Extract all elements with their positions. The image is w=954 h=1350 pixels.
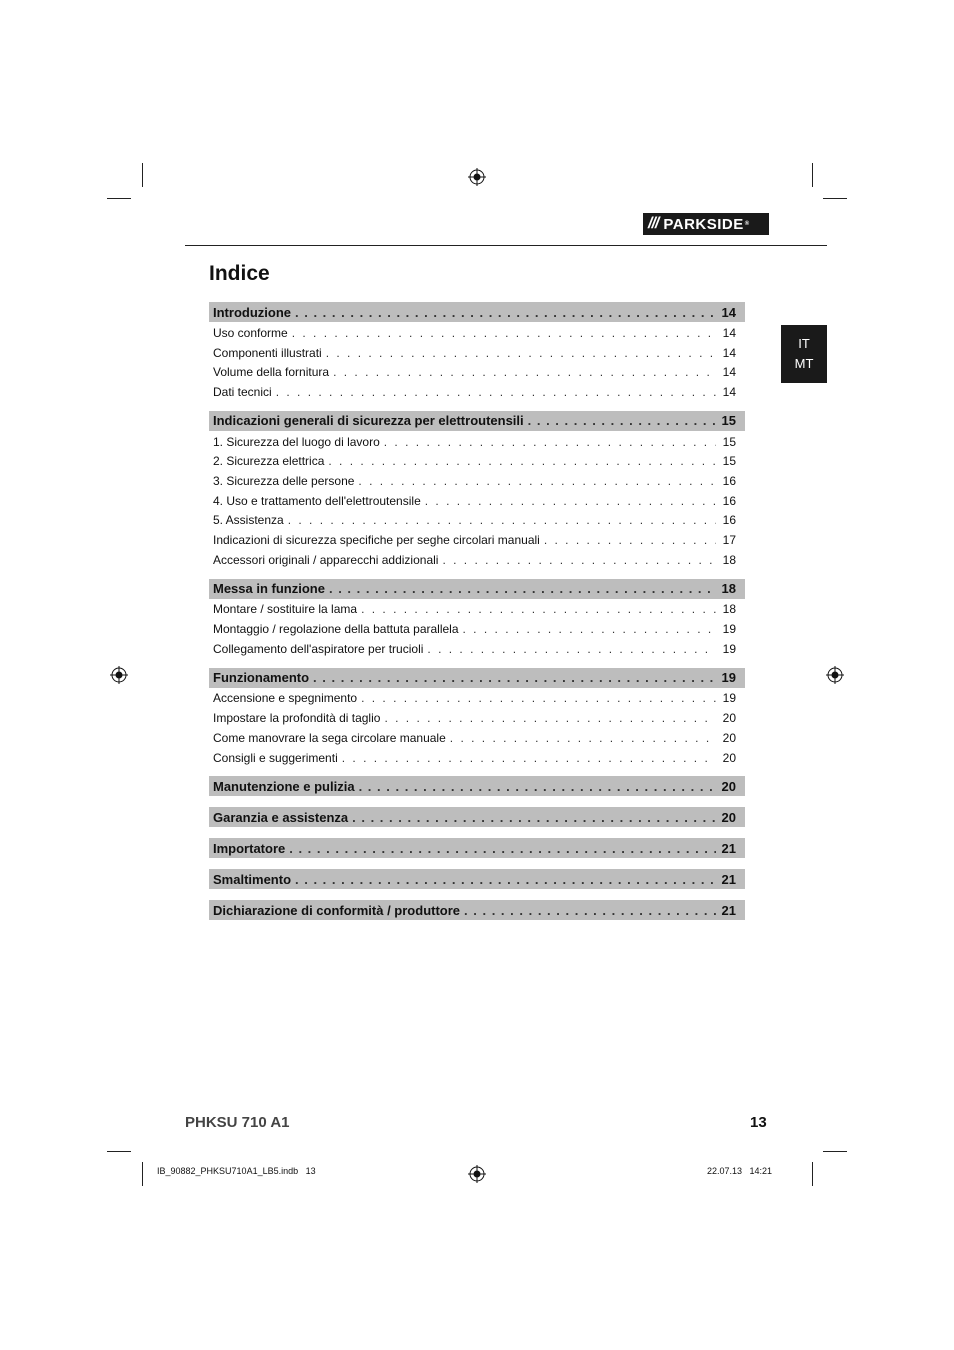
toc-leader-dots xyxy=(528,413,716,428)
toc-entry[interactable] xyxy=(209,550,745,570)
toc-heading-page: 19 xyxy=(721,670,736,686)
toc-entry-label: Componenti illustrati xyxy=(213,345,322,360)
toc-entry-page: 14 xyxy=(722,384,736,399)
toc-heading-page: 20 xyxy=(721,809,736,825)
toc-entry-list xyxy=(209,323,745,402)
toc-section xyxy=(209,411,745,570)
toc-section xyxy=(209,668,745,768)
registration-mark-icon xyxy=(468,1165,486,1183)
toc-entry[interactable] xyxy=(209,451,745,471)
toc-entry[interactable] xyxy=(209,530,745,550)
toc-entry[interactable] xyxy=(209,639,745,659)
toc-entry[interactable] xyxy=(209,323,745,343)
toc-section-heading[interactable] xyxy=(209,579,745,599)
toc-entry-label: 1. Sicurezza del luogo di lavoro xyxy=(213,434,380,449)
language-tab xyxy=(781,325,827,383)
registration-mark-icon xyxy=(468,168,486,186)
toc-section xyxy=(209,302,745,402)
toc-heading-page: 14 xyxy=(721,304,736,320)
toc-leader-dots xyxy=(342,751,716,765)
crop-mark xyxy=(823,198,847,199)
toc-entry-page: 19 xyxy=(722,691,736,706)
toc-section-heading[interactable] xyxy=(209,838,745,858)
toc-entry-page: 18 xyxy=(722,552,736,567)
toc-leader-dots xyxy=(425,494,716,508)
toc-leader-dots xyxy=(359,779,716,794)
toc-leader-dots xyxy=(329,581,716,596)
toc-entry-page: 15 xyxy=(722,434,736,449)
toc-heading-label: Introduzione xyxy=(213,304,291,320)
toc-leader-dots xyxy=(289,841,716,856)
toc-entry-label: Indicazioni di sicurezza specifiche per seghe circolari manuali xyxy=(213,533,540,548)
toc-leader-dots xyxy=(427,642,716,656)
toc-heading-label: Dichiarazione di conformità / produttore xyxy=(213,902,461,918)
toc-entry-label: Come manovrare la sega circolare manuale xyxy=(213,730,446,745)
toc-entry-label: Uso conforme xyxy=(213,325,288,340)
toc-entry-label: 4. Uso e trattamento dell'elettroutensile xyxy=(213,493,421,508)
toc-section xyxy=(209,807,745,827)
language-code-mt: MT xyxy=(794,356,814,371)
toc-section-heading[interactable] xyxy=(209,411,745,431)
toc-entry[interactable] xyxy=(209,471,745,491)
toc-entry-page: 19 xyxy=(722,641,736,656)
toc-section xyxy=(209,869,745,889)
toc-section-heading[interactable] xyxy=(209,900,745,920)
toc-leader-dots xyxy=(333,365,716,379)
registration-mark-icon xyxy=(110,666,128,684)
toc-heading-label: Importatore xyxy=(213,840,286,856)
toc-heading-page: 21 xyxy=(721,902,736,918)
toc-entry[interactable] xyxy=(209,748,745,768)
toc-entry[interactable] xyxy=(209,728,745,748)
toc-entry-label: Montaggio / regolazione della battuta parallela xyxy=(213,622,459,637)
toc-section xyxy=(209,579,745,659)
toc-entry-list xyxy=(209,432,745,570)
toc-entry[interactable] xyxy=(209,689,745,709)
toc-leader-dots xyxy=(328,454,716,468)
toc-section-heading[interactable] xyxy=(209,668,745,688)
toc-entry-page: 16 xyxy=(722,513,736,528)
header-rule xyxy=(185,245,827,246)
toc-section xyxy=(209,900,745,920)
toc-entry-label: Montare / sostituire la lama xyxy=(213,602,358,617)
toc-entry-label: Impostare la profondità di taglio xyxy=(213,711,381,726)
toc-leader-dots xyxy=(464,903,716,918)
print-slug-file: IB_90882_PHKSU710A1_LB5.indb 13 xyxy=(157,1166,316,1176)
toc-entry-label: 2. Sicurezza elettrica xyxy=(213,454,325,469)
toc-entry-page: 16 xyxy=(722,493,736,508)
toc-entry-page: 17 xyxy=(722,533,736,548)
toc-leader-dots xyxy=(292,326,716,340)
toc-entry[interactable] xyxy=(209,362,745,382)
toc-leader-dots xyxy=(288,513,716,527)
toc-section-heading[interactable] xyxy=(209,869,745,889)
toc-leader-dots xyxy=(352,810,716,825)
logo-text: PARKSIDE xyxy=(663,215,744,233)
toc-entry-page: 20 xyxy=(722,730,736,745)
toc-entry-list xyxy=(209,689,745,768)
page-title: Indice xyxy=(209,262,270,285)
crop-mark xyxy=(107,1151,131,1152)
toc-entry[interactable] xyxy=(209,511,745,531)
toc-leader-dots xyxy=(361,691,716,705)
crop-mark xyxy=(107,198,131,199)
toc-section xyxy=(209,776,745,796)
toc-entry-label: Accensione e spegnimento xyxy=(213,691,358,706)
toc-heading-page: 21 xyxy=(721,840,736,856)
footer-model-name: PHKSU 710 A1 xyxy=(185,1114,290,1131)
toc-section-heading[interactable] xyxy=(209,302,745,322)
toc-heading-label: Messa in funzione xyxy=(213,581,325,597)
footer-page-number: 13 xyxy=(750,1114,767,1131)
toc-leader-dots xyxy=(450,731,716,745)
toc-entry[interactable] xyxy=(209,708,745,728)
toc-entry[interactable] xyxy=(209,343,745,363)
crop-mark xyxy=(142,1162,143,1186)
toc-heading-page: 15 xyxy=(721,413,736,429)
toc-heading-page: 20 xyxy=(721,778,736,794)
logo-slashes: /// xyxy=(648,215,659,232)
toc-entry-label: 3. Sicurezza delle persone xyxy=(213,473,355,488)
toc-heading-label: Indicazioni generali di sicurezza per elettroutensili xyxy=(213,413,524,429)
toc-leader-dots xyxy=(384,711,716,725)
toc-entry[interactable] xyxy=(209,382,745,402)
toc-entry-page: 18 xyxy=(722,602,736,617)
toc-entry-label: Volume della fornitura xyxy=(213,365,330,380)
toc-section-heading[interactable] xyxy=(209,776,745,796)
toc-entry-list xyxy=(209,600,745,659)
table-of-contents xyxy=(209,302,745,931)
toc-entry-label: 5. Assistenza xyxy=(213,513,284,528)
crop-mark xyxy=(823,1151,847,1152)
toc-entry[interactable] xyxy=(209,619,745,639)
crop-mark xyxy=(812,1162,813,1186)
toc-leader-dots xyxy=(276,385,716,399)
toc-entry[interactable] xyxy=(209,600,745,620)
toc-leader-dots xyxy=(358,474,716,488)
toc-entry[interactable] xyxy=(209,491,745,511)
toc-entry-page: 14 xyxy=(722,345,736,360)
toc-entry-page: 15 xyxy=(722,454,736,469)
toc-leader-dots xyxy=(313,670,716,685)
toc-leader-dots xyxy=(361,602,716,616)
toc-entry[interactable] xyxy=(209,432,745,452)
toc-entry-page: 14 xyxy=(722,325,736,340)
toc-leader-dots xyxy=(463,622,716,636)
toc-entry-label: Collegamento dell'aspiratore per trucioli xyxy=(213,641,424,656)
toc-heading-label: Garanzia e assistenza xyxy=(213,809,349,825)
toc-leader-dots xyxy=(544,533,716,547)
toc-entry-label: Accessori originali / apparecchi addizionali xyxy=(213,552,439,567)
toc-heading-page: 21 xyxy=(721,871,736,887)
toc-leader-dots xyxy=(326,346,716,360)
toc-leader-dots xyxy=(442,553,716,567)
toc-entry-page: 19 xyxy=(722,622,736,637)
toc-section xyxy=(209,838,745,858)
logo-registered-mark: ® xyxy=(744,221,750,227)
registration-mark-icon xyxy=(826,666,844,684)
toc-leader-dots xyxy=(295,872,716,887)
toc-section-heading[interactable] xyxy=(209,807,745,827)
toc-entry-label: Dati tecnici xyxy=(213,384,272,399)
toc-leader-dots xyxy=(384,435,716,449)
toc-heading-page: 18 xyxy=(721,581,736,597)
toc-entry-page: 14 xyxy=(722,365,736,380)
toc-entry-page: 20 xyxy=(722,750,736,765)
toc-heading-label: Manutenzione e pulizia xyxy=(213,778,355,794)
toc-entry-page: 16 xyxy=(722,473,736,488)
toc-heading-label: Smaltimento xyxy=(213,871,292,887)
print-slug-date: 22.07.13 14:21 xyxy=(707,1166,773,1176)
toc-heading-label: Funzionamento xyxy=(213,670,310,686)
toc-leader-dots xyxy=(295,305,716,320)
toc-entry-label: Consigli e suggerimenti xyxy=(213,750,338,765)
parkside-logo xyxy=(643,213,769,235)
language-code-it: IT xyxy=(798,336,810,351)
crop-mark xyxy=(142,163,143,187)
toc-entry-page: 20 xyxy=(722,711,736,726)
crop-mark xyxy=(812,163,813,187)
